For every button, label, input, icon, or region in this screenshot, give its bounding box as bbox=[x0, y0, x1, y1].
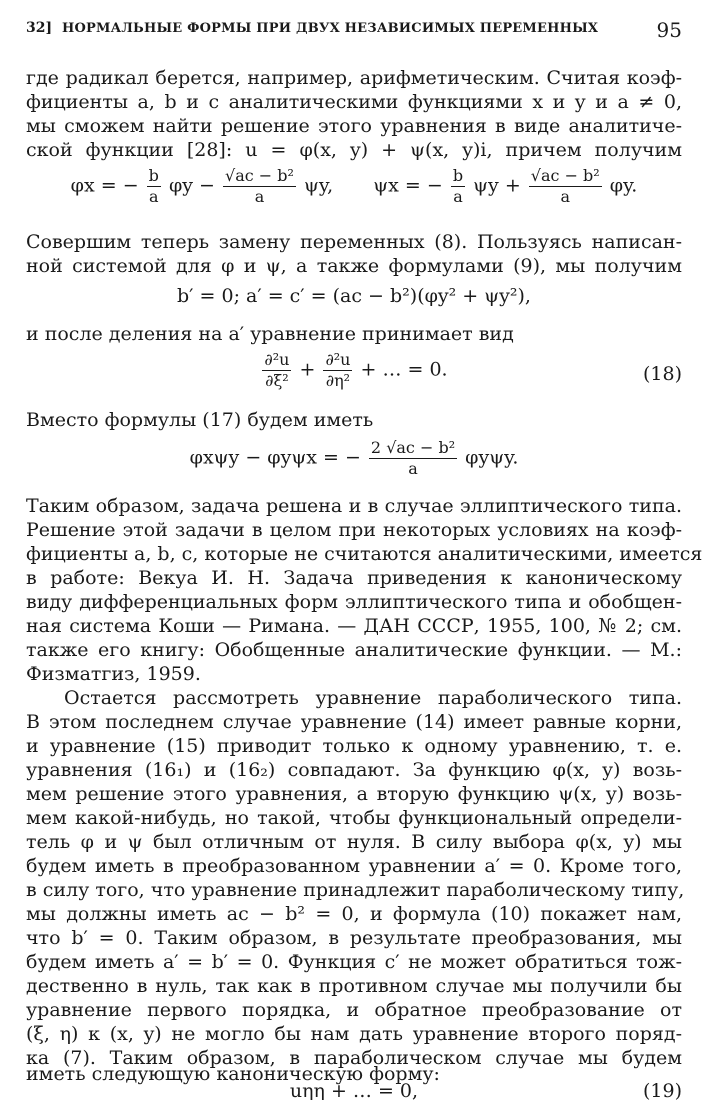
text-line: тель φ и ψ был отличным от нуля. В силу выбора φ(x, y) мы bbox=[26, 831, 682, 853]
text-line: в силу того, что уравнение принадлежит параболическому типу, bbox=[26, 879, 685, 901]
fraction: $\frac{b}{a}$ bbox=[148, 166, 159, 206]
text-line: и после деления на a′ уравнение принимает вид bbox=[26, 323, 514, 345]
text-line: мем решение этого уравнения, а вторую функцию ψ(x, y) возь- bbox=[26, 783, 682, 805]
text-line: иметь следующую каноническую форму: bbox=[26, 1063, 440, 1085]
text-line: Совершим теперь замену переменных (8). Пользуясь написан- bbox=[26, 231, 682, 253]
text-line: также его книгу: Обобщенные аналитические функции. — М.: bbox=[26, 639, 682, 661]
equation-number: (18) bbox=[642, 363, 682, 385]
fraction: $\frac{\text{√ac − b²}}{a}$ bbox=[225, 166, 294, 206]
text-line: будем иметь a′ = b′ = 0. Функция c′ не может обратиться тож- bbox=[26, 951, 682, 973]
text-line: дественно в нуль, так как в противном случае мы получили бы bbox=[26, 975, 682, 997]
fraction: $\frac{\text{2 √ac − b²}}{a}$ bbox=[370, 438, 456, 478]
text-line: уравнение первого порядка, и обратное преобразование от bbox=[26, 999, 682, 1021]
fraction: $\frac{\text{∂²u}}{\text{∂ξ²}}$ bbox=[264, 350, 290, 390]
text-line: ской функции [28]: u = φ(x, y) + ψ(x, y)i, причем получим bbox=[26, 139, 682, 161]
formula-coefficients: b′ = 0; a′ = c′ = (ac − b²)(φy² + ψy²), bbox=[177, 285, 531, 307]
fraction: $\frac{\text{√ac − b²}}{a}$ bbox=[530, 166, 600, 206]
text-line: мем какой-нибудь, но такой, чтобы функциональный определи- bbox=[26, 807, 682, 829]
formula-phi-psi-derivatives: φx = − $\frac{b}{a}$ φy − $\frac{\text{√ac − b²}}{a}$ ψy, ψx = − $\frac{b}{a}$ ψy + $\frac{\text{√ac − b²}}{a}$ φy. bbox=[70, 166, 638, 206]
text-line: ной системой для φ и ψ, а также формулами (9), мы получим bbox=[26, 255, 682, 277]
formula-parabolic-canonical: uηη + … = 0, bbox=[289, 1082, 419, 1100]
text-line: уравнения (16₁) и (16₂) совпадают. За функцию φ(x, y) возь- bbox=[26, 759, 682, 781]
text-line: виду дифференциальных форм эллиптического типа и обобщен- bbox=[26, 591, 682, 613]
fraction: $\frac{b}{a}$ bbox=[452, 166, 464, 206]
section-number: 32] bbox=[26, 20, 53, 36]
text-line: Остается рассмотреть уравнение параболического типа. bbox=[64, 687, 682, 709]
running-header bbox=[26, 18, 682, 44]
text-line: где радикал берется, например, арифметическим. Считая коэф- bbox=[26, 67, 682, 89]
text-line: ная система Коши — Римана. — ДАН СССР, 1955, 100, № 2; см. bbox=[26, 615, 682, 637]
text-line: фициенты a, b и c аналитическими функциями x и y и a ≠ 0, bbox=[26, 91, 682, 113]
text-line: что b′ = 0. Таким образом, в результате преобразования, мы bbox=[26, 927, 682, 949]
text-line: В этом последнем случае уравнение (14) имеет равные корни, bbox=[26, 711, 682, 733]
text-line: ка (7). Таким образом, в параболическом случае мы будем bbox=[26, 1047, 682, 1069]
fraction: $\frac{\text{∂²u}}{\text{∂η²}}$ bbox=[325, 350, 351, 390]
formula-jacobian: φxψy − φyψx = − $\frac{\text{2 √ac − b²}}{a}$ φyψy. bbox=[189, 438, 519, 478]
text-line: Физматгиз, 1959. bbox=[26, 663, 201, 685]
text-line: фициенты a, b, c, которые не считаются аналитическими, имеется bbox=[26, 543, 703, 565]
text-line: мы сможем найти решение этого уравнения в виде аналитиче- bbox=[26, 115, 682, 137]
text-line: Вместо формулы (17) будем иметь bbox=[26, 409, 374, 431]
text-line: мы должны иметь ac − b² = 0, и формула (10) покажет нам, bbox=[26, 903, 682, 925]
text-line: (ξ, η) к (x, y) не могло бы нам дать уравнение второго поряд- bbox=[26, 1023, 682, 1045]
text-line: Решение этой задачи в целом при некоторых условиях на коэф- bbox=[26, 519, 682, 541]
running-title: НОРМАЛЬНЫЕ ФОРМЫ ПРИ ДВУХ НЕЗАВИСИМЫХ ПЕРЕМЕННЫХ bbox=[62, 21, 599, 36]
text-line: в работе: Векуа И. Н. Задача приведения к каноническому bbox=[26, 567, 682, 589]
formula-elliptic-canonical: $\frac{\text{∂²u}}{\text{∂ξ²}}$ + $\frac{\text{∂²u}}{\text{∂η²}}$ + … = 0. bbox=[264, 350, 448, 390]
equation-number: (19) bbox=[642, 1082, 682, 1100]
text-line: будем иметь в преобразованном уравнении a′ = 0. Кроме того, bbox=[26, 855, 682, 877]
text-line: Таким образом, задача решена и в случае эллиптического типа. bbox=[26, 495, 682, 517]
text-line: и уравнение (15) приводит только к одному уравнению, т. е. bbox=[26, 735, 682, 757]
page-number: 95 bbox=[656, 18, 682, 42]
